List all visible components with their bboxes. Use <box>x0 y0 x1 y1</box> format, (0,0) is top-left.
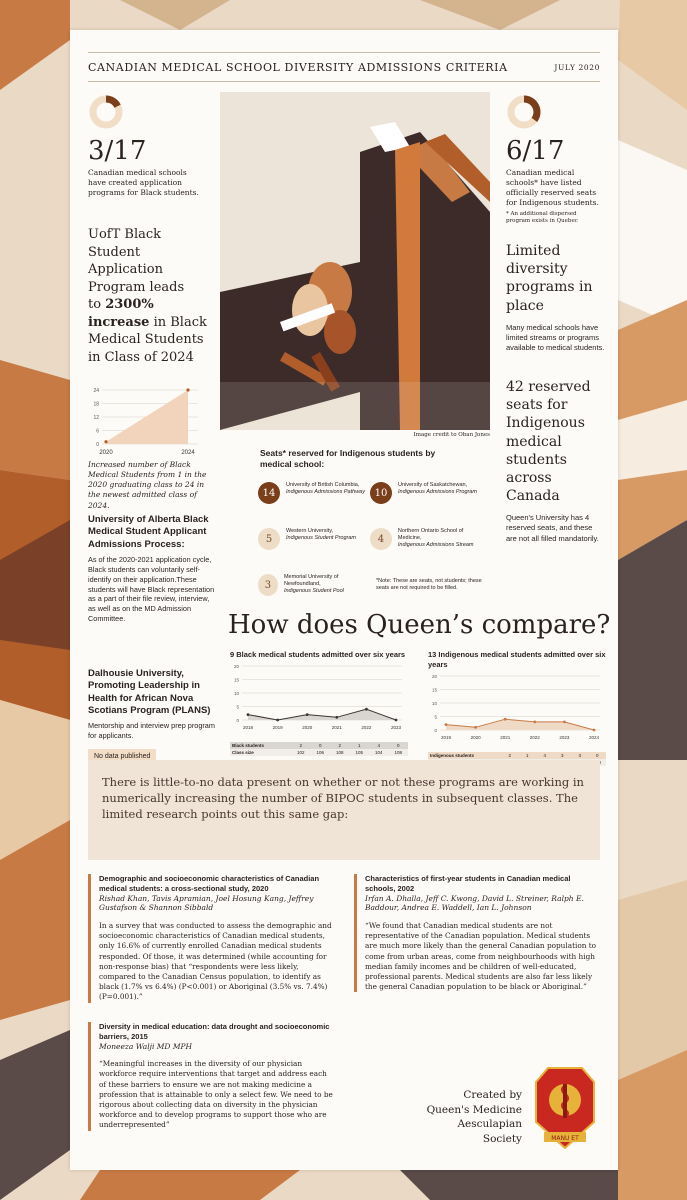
data-point <box>395 718 398 721</box>
credit-line: Queen's Medicine <box>426 1103 522 1116</box>
data-point <box>247 713 250 716</box>
donut-indigenous-seats <box>506 94 542 130</box>
donut-black-programs <box>88 94 124 130</box>
study-authors: Moneeza Walji MD MPH <box>99 1041 193 1051</box>
x-tick-label: 2018 <box>242 724 254 730</box>
x-tick-label: 2023 <box>390 724 402 730</box>
x-tick-label: 2019 <box>440 734 452 740</box>
table-cell: 108 <box>394 749 402 755</box>
y-tick-label: 10 <box>233 690 239 696</box>
table-cell: 1 <box>525 752 529 758</box>
dalhousie-text: Mentorship and interview prep program for applicants. <box>88 721 215 741</box>
x-tick-label: 2020 <box>99 450 113 456</box>
right-column <box>506 94 602 225</box>
seats-title: Seats* reserved for Indigenous students by medical school: <box>260 448 436 470</box>
seat-program: Indigenous Admissions Program <box>398 489 477 496</box>
table-cell: 3 <box>560 752 564 758</box>
y-tick-label: 15 <box>233 677 239 683</box>
data-point <box>504 717 507 720</box>
table-cell: 2 <box>338 742 341 748</box>
seats-section <box>260 448 460 471</box>
alberta-section <box>88 514 216 624</box>
seat-program: Indigenous Admissions Pathway <box>286 489 365 496</box>
seat-school: Northern Ontario School of Medicine, <box>397 528 464 542</box>
table-row <box>428 752 606 759</box>
data-gap-callout <box>88 760 600 860</box>
seat-item <box>258 574 368 596</box>
y-tick-label: 0 <box>96 442 99 448</box>
y-tick-label: 5 <box>434 714 437 719</box>
study-authors: Rishad Khan, Tavis Apramian, Joel Hosung Kang, Jeffrey Gustafson & Shannon Sibbald <box>99 893 314 913</box>
seat-count: 5 <box>258 528 280 550</box>
indigenous-chart-title: 13 Indigenous medical students admitted over six years <box>428 650 606 669</box>
x-tick-label: 2024 <box>181 450 195 456</box>
uoft-chart-caption: Increased number of Black Medical Students from 1 in the 2020 graduating class to 24 in the newest admitted class of 2024. <box>88 460 207 510</box>
study-title: Demographic and socioeconomic characteristics of Canadian medical students: a cross-sectional study, 2020 <box>99 874 320 893</box>
seat-school: Western University, <box>286 528 334 534</box>
stat-indigenous-seats-text: Canadian medical schools* have listed officially reserved seats for Indigenous students. <box>506 168 599 208</box>
table-cell: 0 <box>318 742 322 748</box>
x-tick-label: 2021 <box>331 724 342 730</box>
table-cell: 108 <box>335 749 344 755</box>
hero-credit: Image credit to Oban Jones <box>413 432 490 438</box>
x-tick-label: 2020 <box>470 734 481 740</box>
uoft-line: UofT Black <box>88 227 162 242</box>
seat-item <box>370 528 488 550</box>
hero-illustration-art <box>220 92 490 430</box>
page-date: JULY 2020 <box>554 62 600 72</box>
study-title: Diversity in medical education: data drought and socioeconomic barriers, 2015 <box>99 1022 330 1041</box>
callout-text: There is little-to-no data present on whether or not these programs are working in numerically increasing the number of BIPOC students in subsequent classes. The limited research points out this same gap: <box>102 775 584 822</box>
row-label: Indigenous students <box>430 752 475 758</box>
table-cell: 104 <box>374 749 383 755</box>
credit-line: Created by <box>463 1089 522 1101</box>
no-data-badge: No data published <box>88 749 156 764</box>
uoft-percent: 2300% <box>105 297 154 313</box>
x-tick-label: 2023 <box>559 734 570 740</box>
seat-school: Memorial University of Newfoundland, <box>283 574 339 588</box>
data-point <box>365 708 368 711</box>
alberta-text: As of the 2020-2021 application cycle, Black students can voluntarily self-identify on their application.These students will have Black representation as a part of their file review, interview, as well as on the MD Admission Committee. <box>88 555 215 624</box>
seat-item <box>370 482 488 504</box>
seat-program: Indigenous Student Pool <box>283 588 344 595</box>
black-chart-title: 9 Black medical students admitted over six years <box>230 650 406 659</box>
study-title: Characteristics of first-year students in Canadian medical schools, 2002 <box>365 874 571 893</box>
x-tick-label: 2019 <box>272 724 283 730</box>
left-column <box>88 94 206 198</box>
stat-indigenous-seats-note: * An additional dispersed program exists in Quebec <box>506 210 578 224</box>
limited-text: Many medical schools have limited streams or programs available to medical students. <box>506 322 605 352</box>
stat-black-programs: 3/17 <box>88 136 147 166</box>
credit-line: Aesculapian Society <box>457 1118 522 1146</box>
crest-logo <box>528 1062 602 1154</box>
x-tick-label: 2022 <box>529 734 540 740</box>
limited-programs <box>506 242 606 353</box>
reserved-title: 42 reserved seats for Indigenous medical students across Canada <box>506 379 591 505</box>
crest-text: MANU ET <box>551 1135 579 1142</box>
crest-logo-art <box>528 1062 602 1154</box>
uoft-line: Application <box>88 262 163 278</box>
data-point <box>593 728 596 731</box>
seat-program: Indigenous Student Program <box>286 535 357 542</box>
y-tick-label: 0 <box>434 727 437 733</box>
table-cell: 4 <box>377 742 380 748</box>
x-tick-label: 2024 <box>588 734 600 740</box>
uoft-rest: in Black Medical Students in Class of 2024 <box>88 314 207 365</box>
seat-count: 14 <box>258 482 280 504</box>
data-point <box>445 723 448 726</box>
uoft-increase: increase <box>88 314 150 330</box>
y-tick-label: 0 <box>236 717 239 723</box>
seat-item <box>258 528 368 550</box>
y-tick-label: 6 <box>96 428 99 435</box>
row-label: Black students <box>232 742 265 748</box>
study-body: “Meaningful increases in the diversity of our physician workforce require interventions that target and address each of these barriers to ensure we are not making medicine a profession that is attainable to only a select few. We need to be rigorous about collecting data on diversity in the physician workforce and to develop programs to support those who are underrepresented” <box>99 1059 333 1130</box>
y-tick-label: 5 <box>236 704 239 710</box>
data-point <box>104 440 107 443</box>
table-cell: 102 <box>296 749 305 755</box>
limited-title: Limited diversity programs in place <box>506 243 593 314</box>
seat-count: 3 <box>258 574 278 596</box>
page-title: CANADIAN MEDICAL SCHOOL DIVERSITY ADMISSIONS CRITERIA <box>88 60 508 74</box>
study-item <box>88 874 336 1003</box>
table-cell: 1 <box>357 742 361 748</box>
data-point <box>474 725 477 728</box>
data-point <box>276 718 279 721</box>
footer-credit <box>420 1088 522 1147</box>
row-label: Class size <box>232 749 254 755</box>
uoft-area-chart <box>88 386 208 458</box>
black-students-chart-block <box>230 650 410 756</box>
y-tick-label: 20 <box>233 663 239 669</box>
table-cell: 2 <box>508 752 511 758</box>
y-tick-label: 10 <box>431 700 437 706</box>
seat-count: 10 <box>370 482 392 504</box>
page-header <box>88 52 600 82</box>
data-point <box>563 720 566 723</box>
seat-school: University of Saskatchewan, <box>398 482 468 488</box>
seat-item <box>258 482 368 504</box>
uoft-headline <box>88 226 208 366</box>
y-tick-label: 24 <box>93 388 99 394</box>
black-students-chart <box>230 662 408 734</box>
table-cell: 0 <box>396 742 400 748</box>
dalhousie-title: Dalhousie University, Promoting Leadership in Health for African Nova Scotians Program (PLANS) <box>88 668 211 717</box>
table-cell: 2 <box>299 742 302 748</box>
table-cell: 0 <box>595 752 599 758</box>
hero-illustration <box>220 92 490 430</box>
data-point <box>186 388 189 391</box>
y-tick-label: 15 <box>431 687 437 692</box>
table-cell: 105 <box>355 749 363 755</box>
data-point <box>533 720 536 723</box>
uoft-to: to <box>88 297 106 313</box>
study-authors: Irfan A. Dhalla, Jeff C. Kwong, David L. Streiner, Ralph E. Baddour, Andrea E. Waddell, Ian L. Johnson <box>365 893 584 913</box>
reserved-text: Queen's University has 4 reserved seats, and these are not all filled mandatorily. <box>506 513 599 543</box>
indigenous-students-chart-block <box>428 650 608 766</box>
y-tick-label: 12 <box>93 415 99 421</box>
uoft-line: Program leads <box>88 279 185 295</box>
table-row <box>230 742 408 749</box>
reserved-seats <box>506 378 602 544</box>
seat-program: Indigenous Admissions Stream <box>397 542 474 549</box>
seats-note: *Note: These are seats, not students; these seats are not required to be filled. <box>376 578 482 592</box>
x-tick-label: 2022 <box>361 724 372 730</box>
infographic-card <box>70 30 618 1170</box>
table-row <box>230 749 408 756</box>
study-body: In a survey that was conducted to assess the demographic and socioeconomic characteristics of Canadian medical students, only 16.6% of currently enrolled Canadian medical students responded. Of those, it was determined (while accounting for non-response bias) that “respondents were less likely, compared to the Canadian Census population, to identify as black (1.7% vs 6.4%) (P<0.001) or Aboriginal (3.5% vs. 7.4%) (P=0.001).” <box>99 921 332 1002</box>
alberta-title: University of Alberta Black Medical Student Applicant Admissions Process: <box>88 514 209 550</box>
study-body: “We found that Canadian medical students are not representative of the Canadian population. Medical students are much more likely than the general Canadian population to come from urban areas, come from neighbourhoods with high median family incomes and be children of well-educated, professional parents. Medical students are also far less likely the general Canadian population to be black or Aboriginal.” <box>365 921 597 992</box>
compare-title: How does Queen’s compare? <box>228 610 611 640</box>
stat-black-programs-text: Canadian medical schools have created application programs for Black students. <box>88 168 199 198</box>
study-item <box>354 874 600 992</box>
y-tick-label: 20 <box>431 673 437 679</box>
uoft-line: Student <box>88 244 141 260</box>
seat-count: 4 <box>370 528 392 550</box>
table-cell: 4 <box>543 752 546 758</box>
y-tick-label: 18 <box>93 401 99 408</box>
stat-indigenous-seats: 6/17 <box>506 136 565 166</box>
black-students-table <box>230 742 408 756</box>
x-tick-label: 2020 <box>302 724 313 730</box>
table-cell: 106 <box>316 749 324 755</box>
x-tick-label: 2021 <box>500 734 511 740</box>
data-point <box>335 716 338 719</box>
study-item <box>88 1022 336 1131</box>
data-point <box>306 713 309 716</box>
seat-school: University of British Columbia, <box>286 482 360 488</box>
donut-fill <box>106 99 118 106</box>
table-cell: 3 <box>578 752 581 758</box>
indigenous-students-chart <box>428 672 606 744</box>
donut-fill <box>524 99 537 120</box>
dalhousie-section <box>88 668 216 764</box>
